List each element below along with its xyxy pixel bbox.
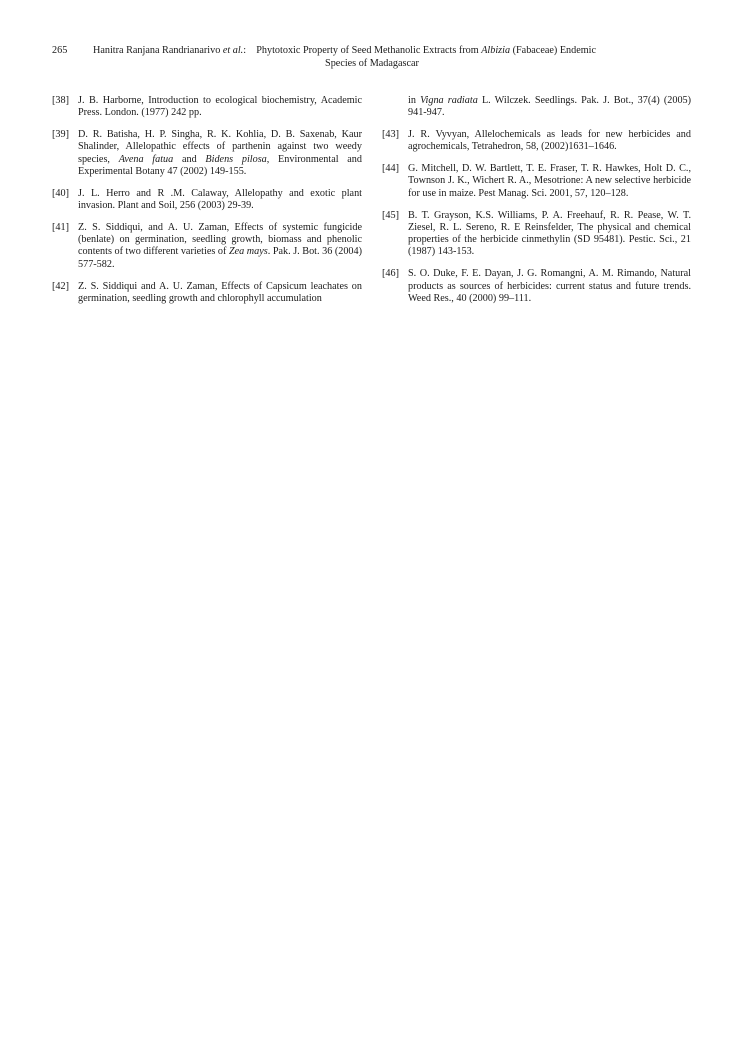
reference-text: J. R. Vyvyan, Allelochemicals as leads for new herbicides and agrochemicals, Tetrahedron, 58, (2002)1631–1646. — [408, 129, 691, 153]
reference-number: [40] — [52, 187, 69, 199]
reference-text-part: Z. S. Siddiqui, and A. U. Zaman, Effects of systemic fungicide (benlate) on germination, seedling growth, biomass and phenolic contents of two different varieties of — [78, 221, 362, 258]
reference-text: S. O. Duke, F. E. Dayan, J. G. Romangni, A. M. Rimando, Natural products as sources of herbicides: current status and future trends. Weed Res., 40 (2000) 99–111. — [408, 268, 691, 304]
header-title-line2: Species of Madagascar — [325, 58, 419, 69]
reference-text: J. L. Herro and R .M. Calaway, Allelopathy and exotic plant invasion. Plant and Soil, 256 (2003) 29-39. — [78, 187, 362, 212]
header-line-1 — [93, 44, 596, 57]
reference-number: [42] — [52, 280, 69, 292]
reference-number: [46] — [382, 268, 399, 280]
reference-text-part: L. Wilczek. Seedlings. Pak. J. Bot., 37(4) (2005) 941-947. — [408, 95, 692, 119]
reference-number: [39] — [52, 129, 69, 141]
reference-39 — [52, 129, 362, 178]
reference-45 — [382, 210, 691, 259]
reference-text-part: . Pak. J. Bot. 36 (2004) 577-582. — [78, 246, 363, 270]
reference-44 — [382, 163, 691, 200]
reference-number: [41] — [52, 221, 69, 233]
header-etal: et al. — [222, 45, 244, 56]
header-title-part2: (Fabaceae) Endemic — [512, 45, 597, 56]
reference-40 — [52, 188, 362, 213]
page-number: 265 — [52, 45, 68, 56]
reference-43 — [382, 129, 691, 154]
header-title-genus: Albizia — [481, 45, 511, 56]
reference-text — [78, 129, 362, 178]
reference-text: J. B. Harborne, Introduction to ecological biochemistry, Academic Press. London. (1977) 242 pp. — [78, 95, 362, 119]
header-colon: : — [243, 45, 247, 56]
reference-number: [44] — [382, 163, 399, 175]
species-name: Avena fatua — [118, 153, 174, 165]
reference-text: B. T. Grayson, K.S. Williams, P. A. Freehauf, R. R. Pease, W. T. Ziesel, R. L. Sereno, R. E Reinsfelder, The physical and chemical properties of the herbicide cinmethylin (SD 95481). Pestic. Sci., 21 (1987) 143-153. — [408, 209, 691, 258]
reference-text-part: , Environmental and Experimental Botany 47 (2002) 149-155. — [78, 153, 362, 177]
reference-38 — [52, 95, 362, 120]
reference-41 — [52, 222, 362, 271]
header-author: Hanitra Ranjana Randrianarivo — [93, 45, 221, 56]
references-right-column — [382, 95, 691, 315]
reference-text-part: in — [408, 95, 416, 106]
reference-42 — [52, 281, 362, 306]
reference-46 — [382, 268, 691, 305]
species-name: Zea mays — [228, 246, 268, 258]
reference-text — [382, 95, 691, 120]
reference-number: [38] — [52, 95, 69, 106]
reference-text: G. Mitchell, D. W. Bartlett, T. E. Fraser, T. R. Hawkes, Holt D. C., Townson J. K., Wichert R. A., Mesotrione: A new selective herbicide for use in maize. Pest Manag. Sci. 2001, 57, 120–128. — [408, 163, 691, 199]
reference-text: Z. S. Siddiqui and A. U. Zaman, Effects of Capsicum leachates on germination, seedling growth and chlorophyll accumulation — [78, 280, 362, 304]
reference-text-part: and — [181, 153, 197, 165]
species-name: Vigna radiata — [420, 95, 478, 106]
reference-number: [43] — [382, 129, 399, 141]
reference-42-continued — [382, 95, 691, 120]
reference-text — [78, 222, 362, 271]
references-left-column — [52, 95, 362, 315]
reference-number: [45] — [382, 209, 399, 221]
header-title-part1: Phytotoxic Property of Seed Methanolic Extracts from — [256, 45, 479, 56]
reference-text-part: D. R. Batisha, H. P. Singha, R. K. Kohlia, D. B. Saxenab, Kaur Shalinder, Allelopathic effects of parthenin against two weedy species, — [78, 129, 362, 165]
species-name: Bidens pilosa — [205, 153, 267, 165]
